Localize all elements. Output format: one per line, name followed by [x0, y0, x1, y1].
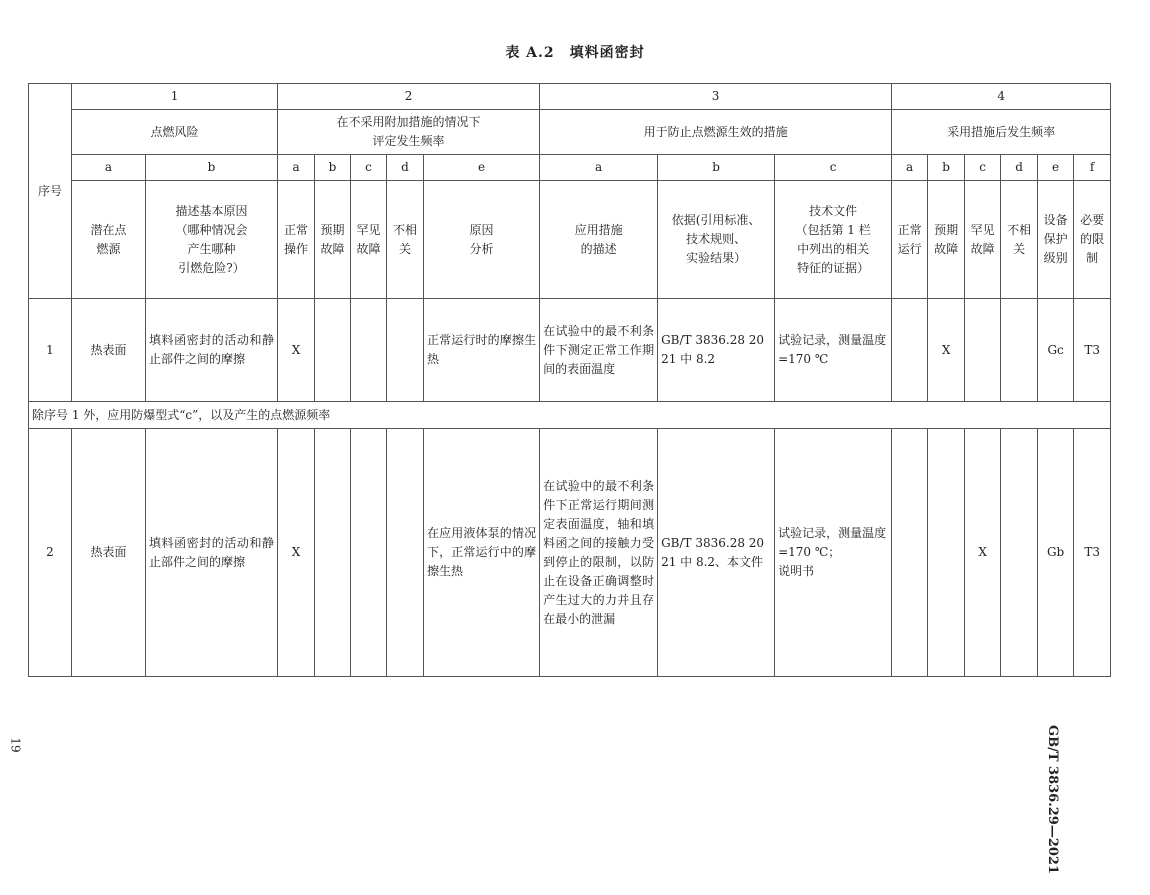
letter-g3-b: b: [658, 155, 775, 181]
header-technical-document: 技术文件 （包括第 1 栏 中列出的相关 特征的证据）: [775, 181, 892, 299]
header-cause-description: 描述基本原因 （哪种情况会 产生哪种 引燃危险?）: [146, 181, 278, 299]
letter-g4-a: a: [892, 155, 928, 181]
row-after-rare: [965, 299, 1001, 402]
row-source: 热表面: [72, 299, 146, 402]
row-cause: 填料函密封的活动和静止部件之间的摩擦: [146, 429, 278, 677]
header-normal-operation: 正常 操作: [278, 181, 315, 299]
header-basis: 依据(引用标准、 技术规则、 实验结果）: [658, 181, 775, 299]
row-analysis: 正常运行时的摩擦生热: [424, 299, 540, 402]
row-rare-fault: [351, 299, 387, 402]
ignition-risk-table: [28, 83, 1111, 677]
row-not-relevant: [387, 429, 424, 677]
row-after-rare: X: [965, 429, 1001, 677]
letter-g2-c: c: [351, 155, 387, 181]
header-seq: 序号: [29, 84, 72, 299]
row-cause: 填料函密封的活动和静止部件之间的摩擦: [146, 299, 278, 402]
row-after-expected: [928, 429, 965, 677]
letter-g2-d: d: [387, 155, 424, 181]
letter-g2-a: a: [278, 155, 315, 181]
row-limit: T3: [1074, 299, 1111, 402]
header-after-normal: 正常 运行: [892, 181, 928, 299]
letter-g2-b: b: [315, 155, 351, 181]
letter-g3-a: a: [540, 155, 658, 181]
row-seq: 1: [29, 299, 72, 402]
header-group-4: 4: [892, 84, 1111, 110]
note-row: 除序号 1 外，应用防爆型式“c”，以及产生的点燃源频率: [29, 402, 1111, 429]
header-not-relevant: 不相 关: [387, 181, 424, 299]
row-normal-op: X: [278, 299, 315, 402]
row-expected-fault: [315, 299, 351, 402]
table-row: [29, 299, 1111, 402]
row-seq: 2: [29, 429, 72, 677]
letter-g4-e: e: [1038, 155, 1074, 181]
header-expected-fault: 预期 故障: [315, 181, 351, 299]
letter-g2-e: e: [424, 155, 540, 181]
row-tech-doc: 试验记录，测量温度=170 ℃: [775, 299, 892, 402]
letter-g4-b: b: [928, 155, 965, 181]
letter-g1-a: a: [72, 155, 146, 181]
page-number: 19: [8, 737, 23, 753]
row-tech-doc: 试验记录，测量温度=170 ℃； 说明书: [775, 429, 892, 677]
header-after-rare: 罕见 故障: [965, 181, 1001, 299]
row-measure: 在试验中的最不利条件下测定正常工作期间的表面温度: [540, 299, 658, 402]
letter-g4-c: c: [965, 155, 1001, 181]
header-limitation: 必要 的限 制: [1074, 181, 1111, 299]
standard-code: GB/T 3836.29—2021: [1045, 725, 1060, 875]
header-rare-fault: 罕见 故障: [351, 181, 387, 299]
row-after-normal: [892, 299, 928, 402]
row-basis: GB/T 3836.28 2021 中 8.2: [658, 299, 775, 402]
table-title: 表 A.2 填料函密封: [505, 45, 645, 61]
header-g1-title: 点燃风险: [72, 110, 278, 155]
row-rare-fault: [351, 429, 387, 677]
header-g4-title: 采用措施后发生频率: [892, 110, 1111, 155]
header-after-not-relevant: 不相 关: [1001, 181, 1038, 299]
letter-g4-d: d: [1001, 155, 1038, 181]
row-limit: T3: [1074, 429, 1111, 677]
row-normal-op: X: [278, 429, 315, 677]
header-g3-title: 用于防止点燃源生效的措施: [540, 110, 892, 155]
row-after-not-relevant: [1001, 429, 1038, 677]
header-potential-source: 潜在点 燃源: [72, 181, 146, 299]
row-not-relevant: [387, 299, 424, 402]
header-after-expected: 预期 故障: [928, 181, 965, 299]
row-analysis: 在应用液体泵的情况下，正常运行中的摩擦生热: [424, 429, 540, 677]
header-group-3: 3: [540, 84, 892, 110]
letter-g3-c: c: [775, 155, 892, 181]
row-source: 热表面: [72, 429, 146, 677]
row-expected-fault: [315, 429, 351, 677]
row-after-normal: [892, 429, 928, 677]
header-group-2: 2: [278, 84, 540, 110]
header-g2-title: 在不采用附加措施的情况下 评定发生频率: [278, 110, 540, 155]
header-group-1: 1: [72, 84, 278, 110]
header-cause-analysis: 原因 分析: [424, 181, 540, 299]
row-after-expected: X: [928, 299, 965, 402]
letter-g1-b: b: [146, 155, 278, 181]
table-row: [29, 429, 1111, 677]
row-after-not-relevant: [1001, 299, 1038, 402]
header-measure-description: 应用措施 的描述: [540, 181, 658, 299]
letter-g4-f: f: [1074, 155, 1111, 181]
row-epl: Gb: [1038, 429, 1074, 677]
row-epl: Gc: [1038, 299, 1074, 402]
row-measure: 在试验中的最不利条件下正常运行期间测定表面温度，轴和填料函之间的接触力受到停止的限制，以防止在设备正确调整时产生过大的力并且存在最小的泄漏: [540, 429, 658, 677]
row-basis: GB/T 3836.28 2021 中 8.2、本文件: [658, 429, 775, 677]
header-epl: 设备 保护 级别: [1038, 181, 1074, 299]
